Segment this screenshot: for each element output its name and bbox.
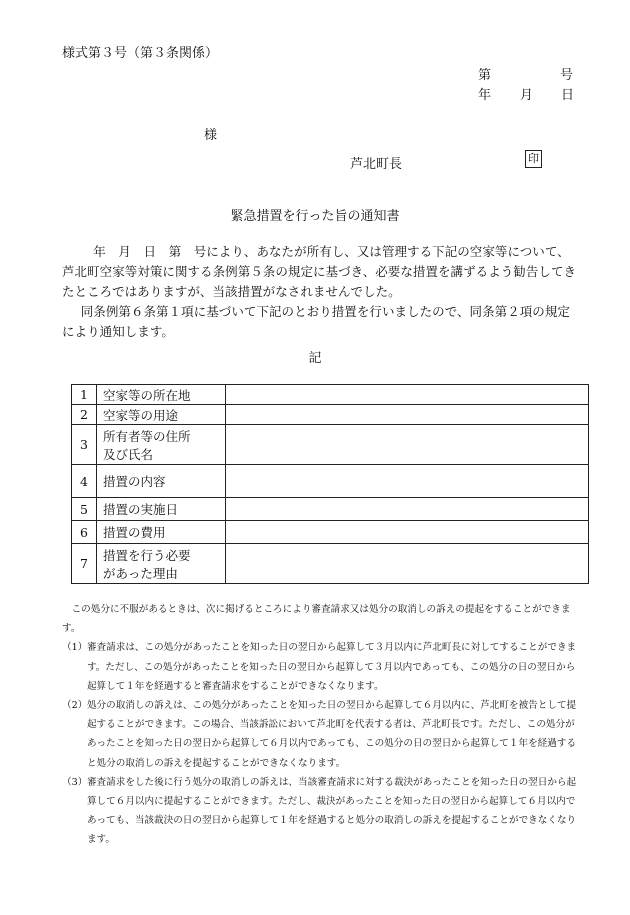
row-label: 措置の内容 [97, 465, 226, 498]
row-value [226, 521, 589, 544]
form-number: 様式第３号（第３条関係） [62, 46, 219, 61]
row-number: 1 [72, 385, 97, 405]
addressee-honorific: 様 [204, 128, 218, 143]
table-row [72, 425, 589, 465]
row-label: 措置の実施日 [97, 498, 226, 521]
row-value [226, 498, 589, 521]
row-label: 措置の費用 [97, 521, 226, 544]
date-day-label: 日 [561, 88, 575, 103]
table-row [72, 544, 589, 584]
row-number: 6 [72, 521, 97, 544]
row-value [226, 425, 589, 465]
notes-item-text: 処分の取消しの訴えは、この処分があったことを知った日の翌日から起算して６月以内に、芦北町を被告として提起することができます。この場合、当該訴訟において芦北町を代表する者は、芦北町長です。ただし、この処分があったことを知った日の翌日から起算して６月以内であっても、この処分の日の翌日から起算して１年を経過すると処分の取消しの訴えを提起することができなくなります。 [86, 700, 577, 769]
body-text [62, 242, 582, 342]
notes-item [62, 773, 577, 850]
row-number: 2 [72, 405, 97, 425]
row-value [226, 405, 589, 425]
row-value [226, 385, 589, 405]
body-paragraph-2: 同条例第６条第１項に基づいて下記のとおり措置を行いましたので、同条第２項の規定により通知します。 [62, 304, 570, 339]
issuer-name: 芦北町長 [350, 157, 403, 172]
notes-item-mark: （1） [62, 642, 88, 654]
row-label [97, 425, 226, 465]
notes-item-text: 審査請求は、この処分があったことを知った日の翌日から起算して３月以内に芦北町長に対してすることができます。ただし、この処分があったことを知った日の翌日から起算して３月以内であっても、この処分の日の翌日から起算して１年を経過すると審査請求をすることができなくなります。 [86, 642, 577, 692]
row-number: 4 [72, 465, 97, 498]
row-label-line2: 及び氏名 [103, 446, 154, 462]
notes-item-text: 審査請求をした後に行う処分の取消しの訴えは、当該審査請求に対する裁決があったことを知った日の翌日から起算して６月以内に提起することができます。ただし、裁決があったことを知った日の翌日から起算して６月以内であっても、当該裁決の日の翌日から起算して１年を経過すると処分の取消しの訴えを提起することができなくなります。 [86, 776, 577, 846]
row-label-line2: があった理由 [103, 565, 178, 581]
date-year-label: 年 [478, 88, 492, 103]
date-month-label: 月 [520, 88, 534, 103]
table-row [72, 498, 589, 521]
row-value [226, 465, 589, 498]
document-number-label: 第 [478, 68, 492, 83]
notice-table [71, 384, 589, 584]
appeal-notes [62, 600, 577, 850]
table-row [72, 405, 589, 425]
ki-heading: 記 [308, 351, 322, 366]
row-label: 空家等の所在地 [97, 385, 226, 405]
table-row [72, 465, 589, 498]
row-number: 3 [72, 425, 97, 465]
notes-item [62, 696, 577, 773]
row-number: 5 [72, 498, 97, 521]
row-value [226, 544, 589, 584]
body-paragraph-1: 年 月 日 第 号により、あなたが所有し、又は管理する下記の空家等について、芦北町空家等対策に関する条例第５条の規定に基づき、必要な措置を講ずるよう勧告してきたところではありますが、当該措置がなされませんでした。 [62, 244, 577, 299]
table-row [72, 521, 589, 544]
document-number-suffix: 号 [560, 68, 574, 83]
row-number: 7 [72, 544, 97, 584]
notes-item [62, 638, 577, 696]
notes-item-mark: （3） [62, 776, 88, 788]
document-title: 緊急措置を行った旨の通知書 [230, 209, 400, 224]
table-row [72, 385, 589, 405]
notes-lead: この処分に不服があるときは、次に掲げるところにより審査請求又は処分の取消しの訴えの提起をすることができます。 [62, 604, 571, 635]
row-label: 空家等の用途 [97, 405, 226, 425]
row-label [97, 544, 226, 584]
row-label-line1: 措置を行う必要 [103, 547, 191, 563]
seal-stamp-icon: 印 [525, 150, 542, 168]
row-label-line1: 所有者等の住所 [103, 428, 191, 444]
notes-item-mark: （2） [62, 700, 88, 712]
